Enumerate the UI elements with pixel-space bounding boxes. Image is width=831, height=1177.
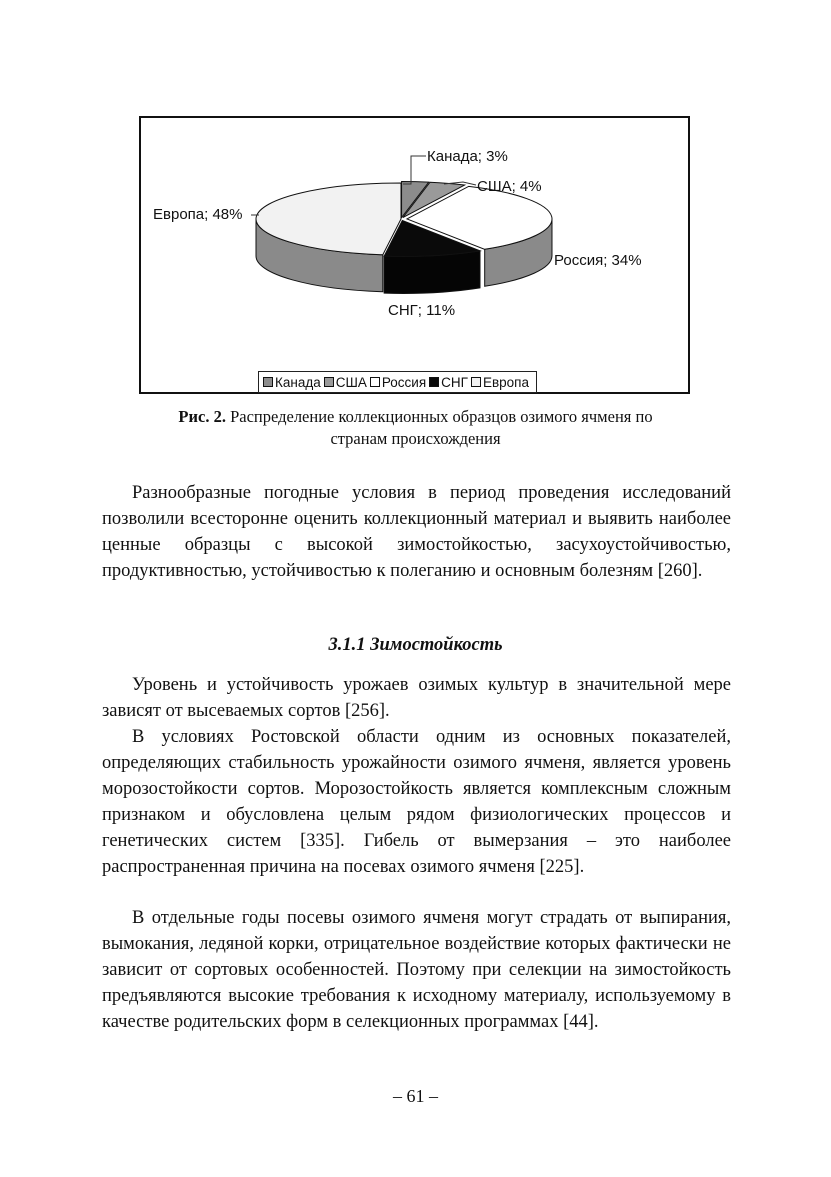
data-label-russia: Россия; 34% [554,252,642,269]
paragraph-4: В отдельные годы посевы озимого ячменя могут страдать от выпирания, вымокания, ледяной корки, отрицательное воздействие которых фактически не зависит от сортовых особенностей. Поэтому при селекции на зимостойкость предъявляются высокие требования к исходному материалу, используемому в качестве родительских форм в селекционных программах [44]. [102,908,731,1032]
legend-swatch-russia [370,377,380,387]
section-heading: 3.1.1 Зимостойкость [328,635,503,655]
data-label-canada: Канада; 3% [427,148,508,165]
legend-label-europe: Европа [482,374,529,390]
legend-swatch-canada [263,377,273,387]
data-label-usa: США; 4% [477,178,542,195]
caption-prefix: Рис. 2. [178,407,226,426]
legend-item-europe [471,375,529,390]
legend-label-russia: Россия [381,374,427,390]
legend-item-sng [429,375,468,390]
legend-item-usa [324,375,367,390]
pie-chart [139,116,690,394]
legend-label-canada: Канада [275,374,321,390]
legend-item-canada [263,375,321,390]
legend-swatch-europe [471,377,481,387]
legend-swatch-sng [429,377,439,387]
data-label-europe: Европа; 48% [153,206,243,223]
paragraph-2: Уровень и устойчивость урожаев озимых культур в значительной мере зависят от высеваемых сортов [256]. [102,675,731,721]
caption-line1: Распределение коллекционных образцов озимого ячменя по [230,407,653,426]
legend-label-sng: СНГ [441,374,468,390]
legend-swatch-usa [324,377,334,387]
page-number: – 61 – [393,1086,438,1106]
legend-item-russia [370,375,426,390]
figure-caption [110,406,721,428]
paragraph-3: В условиях Ростовской области одним из основных показателей, определяющих стабильность урожайности озимого ячменя, является уровень морозостойкости сортов. Морозостойкость является комплексным сложным признаком и обусловлена целым рядом физиологических процессов и генетических систем [335]. Гибель от вымерзания – это наиболее распространенная причина на посевах озимого ячменя [225]. [102,727,731,877]
leader-canada [403,156,426,184]
chart-legend [258,371,537,393]
paragraph-1: Разнообразные погодные условия в период проведения исследований позволили всесторонне оценить коллекционный материал и выявить наиболее ценные образцы с высокой зимостойкостью, засухоустойчивостью, продуктивностью, устойчивостью к полеганию и основным болезням [260]. [102,483,731,581]
data-label-sng: СНГ; 11% [388,302,456,319]
legend-label-usa: США [335,374,367,390]
pie-chart-svg [141,118,688,392]
figure-caption-line2: странам происхождения [330,429,501,448]
pie-side-СНГ [384,251,480,294]
